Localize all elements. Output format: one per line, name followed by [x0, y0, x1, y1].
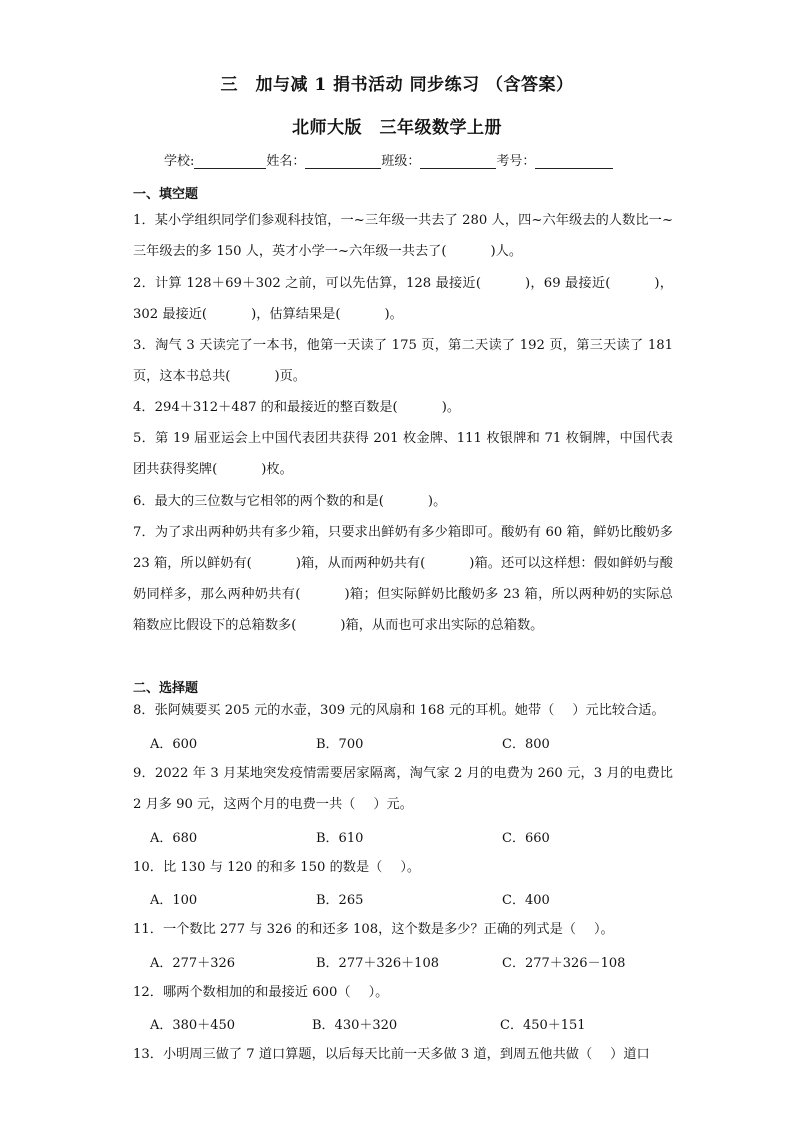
option-b[interactable]: B．277＋326＋108 [316, 956, 439, 971]
question-13: 13．小明周三做了 7 道口算题，以后每天比前一天多做 3 道，到周五他共做（ ）道口 [133, 1047, 650, 1062]
question-10: 10．比 130 与 120 的和多 150 的数是（ ）。 [133, 860, 421, 875]
section-fill-blank: 一、填空题 [133, 187, 199, 202]
option-a[interactable]: A．380＋450 [150, 1018, 236, 1033]
exam-number-blank[interactable] [535, 154, 613, 169]
option-b[interactable]: B．265 [316, 893, 364, 908]
class-blank[interactable] [420, 154, 496, 169]
question-12: 12．哪两个数相加的和最接近 600（ ）。 [133, 985, 389, 1000]
worksheet-title: 三 加与减 1 捐书活动 同步练习 （含答案） [220, 75, 574, 95]
question-7: 7．为了求出两种奶共有多少箱，只要求出鲜奶有多少箱即可。酸奶有 60 箱，鲜奶比酸奶多 23 箱，所以鲜奶有( )箱，从而两种奶共有( )箱。还可以这样想：假如鲜奶与酸奶同样多，那么两种奶共有( )箱；但实际鲜奶比酸奶多 23 箱，所以两种奶的实际总箱数应比假设下的总箱数多( )箱，从而也可求出实际的总箱数。 [133, 525, 673, 633]
class-label: 班级： [381, 154, 421, 169]
option-c[interactable]: C．660 [502, 831, 550, 846]
question-9: 9．2022 年 3 月某地突发疫情需要居家隔离，淘气家 2 月的电费为 260 元，3 月的电费比 2 月多 90 元，这两个月的电费一共（ ）元。 [133, 766, 673, 812]
student-info-row [164, 150, 613, 169]
option-c[interactable]: C．277＋326－108 [502, 956, 626, 971]
option-c[interactable]: C．800 [502, 737, 550, 752]
question-8: 8．张阿姨要买 205 元的水壶，309 元的风扇和 168 元的耳机。她带（ ）元比较合适。 [133, 703, 665, 718]
option-b[interactable]: B．700 [316, 737, 364, 752]
option-b[interactable]: B．430＋320 [312, 1018, 398, 1033]
option-a[interactable]: A．680 [150, 831, 198, 846]
section-multiple-choice: 二、选择题 [133, 681, 199, 696]
question-6: 6．最大的三位数与它相邻的两个数的和是( )。 [133, 494, 447, 509]
name-blank[interactable] [305, 154, 381, 169]
option-a[interactable]: A．100 [150, 893, 198, 908]
question-2: 2．计算 128＋69＋302 之前，可以先估算，128 最接近( )，69 最接近( )，302 最接近( )，估算结果是( )。 [133, 276, 673, 322]
name-label: 姓名： [266, 154, 306, 169]
exam-number-label: 考号： [496, 154, 536, 169]
question-3: 3．淘气 3 天读完了一本书，他第一天读了 175 页，第二天读了 192 页，第三天读了 181 页，这本书总共( )页。 [133, 338, 673, 384]
worksheet-subtitle: 北师大版 三年级数学上册 [292, 118, 502, 138]
option-b[interactable]: B．610 [316, 831, 364, 846]
question-4: 4．294＋312＋487 的和最接近的整百数是( )。 [133, 400, 461, 415]
question-5: 5．第 19 届亚运会上中国代表团共获得 201 枚金牌、111 枚银牌和 71 枚铜牌，中国代表团共获得奖牌( )枚。 [133, 431, 673, 477]
school-blank[interactable] [194, 154, 266, 169]
option-c[interactable]: C．450＋151 [500, 1018, 586, 1033]
option-c[interactable]: C．400 [502, 893, 550, 908]
question-11: 11．一个数比 277 与 326 的和还多 108，这个数是多少？正确的列式是（ ）。 [133, 922, 614, 937]
option-a[interactable]: A．600 [150, 737, 198, 752]
school-label: 学校: [164, 154, 195, 169]
option-a[interactable]: A．277＋326 [150, 956, 236, 971]
question-1: 1．某小学组织同学们参观科技馆，一~三年级一共去了 280 人，四~六年级去的人数比一~三年级去的多 150 人，英才小学一~六年级一共去了( )人。 [133, 213, 673, 259]
